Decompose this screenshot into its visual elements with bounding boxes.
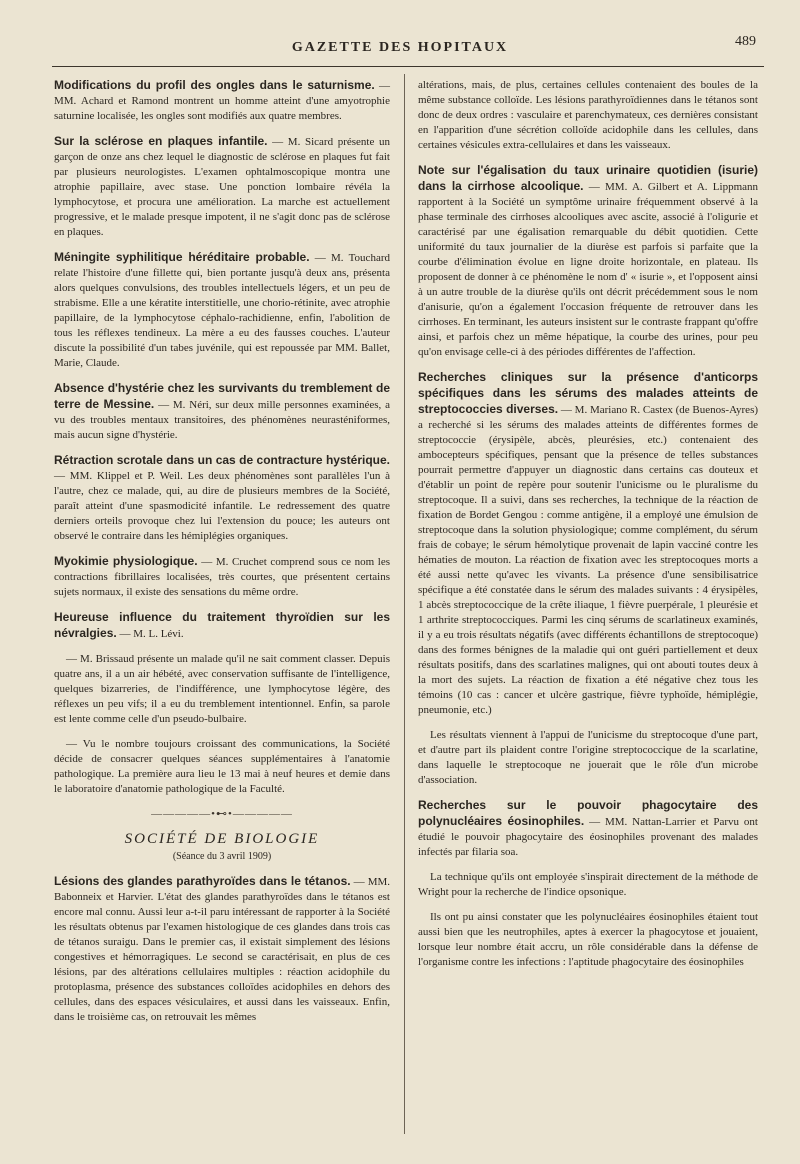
article-body: — M. Néri, sur deux mille personnes examinées, a vu des troubles mentaux transitoires, des phénomènes neurasténiformes, mais aucun signe d'hystérie. — [54, 399, 391, 441]
article — [418, 798, 758, 860]
article — [54, 78, 390, 124]
article-body: — MM. Nattan-Larrier et Parvu ont étudié le pouvoir phagocytaire des éosinophiles provenant des malades infectés par filaria soa. — [418, 816, 758, 858]
article-body: — M. Mariano R. Castex (de Buenos-Ayres) a recherché si les sérums des malades atteints de différentes formes de streptococcie (érysipèle, abcès, pleurésies, etc.) contenaient des ambocepteurs spécifiques, pensant que la présence de telles substances pourrait permettre d'appuyer un diagnostic dans certains cas douteux et d'établir un point de repère pour soutenir l'unicisme ou le pluralisme du streptocoque. Il a suivi, dans ses recherches, la technique de la réaction de fixation de Bordet Gengou : comme antigène, il a employé une émulsion de streptocoque dans la solution physiologique; comme complément, du sérum frais de cobaye; le sérum hémolytique provenait de lapin vacciné contre les hématies de mouton. La réaction de fixation avec les streptocoques morts a été aussi nette qu'avec les vivants. La présence d'une sensibilisatrice spécifique a été constatée dans le sérum des malades suivants : 4 érysipèles, 1 abcès streptococcique de la crête iliaque, 1 fièvre puerpérale, 1 pleurésie et 1 arthrite streptococciques. Parmi les cinq sérums de scarlatineux examinés, il y a eu trois résultats négatifs (avec différents échantillons de streptocoque) dans des formes bénignes de la maladie qui ont guéri partiellement et deux résultats positifs, dans des scarlatines malignes, qui ont abouti toutes deux à la mort des sujets. La réaction de fixation a été négative chez tous les témoins (10 cas : cancer et ulcère gastrique, fièvre typhoïde, hémiplégie, pneumonie, etc.) — [418, 404, 759, 716]
paragraph: Les résultats viennent à l'appui de l'unicisme du streptocoque d'une part, et d'autre part ils plaident contre l'origine streptococcique de la scarlatine, dans laquelle le streptocoque ne jouerait que le rôle d'un microbe d'association. — [418, 729, 758, 786]
column-divider — [404, 74, 405, 1134]
page-number: 489 — [735, 34, 756, 49]
article-title: Méningite syphilitique héréditaire probable. — [54, 250, 310, 264]
article-title: Myokimie physiologique. — [54, 554, 198, 568]
paragraph: Ils ont pu ainsi constater que les polynucléaires éosinophiles étaient tout aussi bien que les neutrophiles, aptes à exercer la phagocytose et jouaient, lorsque leur nombre était accru, un rôle considérable dans la défense de l'organisme contre les infections : l'aptitude phagocytaire des éosinophiles — [418, 911, 758, 968]
article-body: — M. L. Lévi. — [119, 628, 184, 640]
continued-paragraph: altérations, mais, de plus, certaines cellules contenaient des boules de la même substance colloïde. Les lésions parathyroïdiennes dans le tétanos sont donc de deux ordres : vasculaire et parenchymateux, ces dernières consistant en l'apparition d'une sécrétion colloïde acidophile dans les cellules, dans certaines vésicules extra-cellulaires et dans les vaisseaux. — [418, 79, 758, 151]
article — [54, 610, 390, 642]
right-column — [418, 78, 758, 980]
article-title: Absence d'hystérie chez les survivants du tremblement de terre de Messine. — [54, 381, 390, 411]
paragraph: — M. Brissaud présente un malade qu'il ne sait comment classer. Depuis quatre ans, il a un air hébété, avec conservation suffisante de l'intelligence, quelques bizarreries, de l'indifférence, une lymphocytose légère, des réflexes un peu vifs; il a eu du tremblement intentionnel. Enfin, sa parole est lente comme celle d'un pseudo-bulbaire. — [54, 653, 390, 725]
article — [418, 370, 758, 718]
article-body: — MM. Achard et Ramond montrent un homme atteint d'une amyotrophie saturnine localisée, les ongles sont modifiés aux quatre membres. — [54, 80, 390, 122]
paragraph: — Vu le nombre toujours croissant des communications, la Société décide de consacrer quelques séances supplémentaires à l'anatomie pathologique. La première aura lieu le 13 mai à neuf heures et demie dans le laboratoire d'anatomie pathologique de la Faculté. — [54, 738, 390, 795]
article — [54, 381, 390, 443]
article-title: Heureuse influence du traitement thyroïdien sur les névralgies. — [54, 610, 390, 640]
article-title: Note sur l'égalisation du taux urinaire quotidien (isurie) dans la cirrhose alcoolique. — [418, 163, 758, 193]
article-title: Rétraction scrotale dans un cas de contracture hystérique. — [54, 453, 390, 467]
article — [54, 874, 390, 1025]
article-title: Modifications du profil des ongles dans le saturnisme. — [54, 78, 375, 92]
article — [54, 554, 390, 600]
paragraph: La technique qu'ils ont employée s'inspirait directement de la méthode de Wright pour la recherche de l'indice opsonique. — [418, 871, 758, 898]
article-body: — M. Cruchet comprend sous ce nom les contractions fibrillaires localisées, très courtes, que présentent certains sujets normaux, il existe des sensations du même ordre. — [54, 556, 390, 598]
article-body: — M. Touchard relate l'histoire d'une fillette qui, bien portante jusqu'à deux ans, présenta alors quelques convulsions, des troubles intellectuels légers, et un peu de strabisme. Elle a une kératite interstitielle, une chorio-rétinite, avec atrophie papillaire, de la lymphocytose céphalo-rachidienne, enfin, l'abolition de tous les réflexes tendineux. La mère a eu des fausses couches. L'auteur discute la possibilité d'un tabes juvénile, qui est repoussée par MM. Ballet, Marie, Claude. — [54, 252, 390, 369]
section-subtitle: (Séance du 3 avril 1909) — [172, 851, 272, 862]
article — [54, 250, 390, 371]
article-body: — MM. Babonneix et Harvier. L'état des glandes parathyroïdes dans le tétanos est encore mal connu. Aussi leur a-t-il paru intéressant de rapporter à la Société les résultats obtenus par l'examen histologique de ces glandes dans trois cas de tétanos suraigu. Dans le premier cas, il existait simplement des lésions congestives et hémorragiques. Le second se caractérisait, en plus de ces lésions, par des altérations cellulaires multiples : réaction acidophile du protoplasma, présence des substances colloïdes acidophiles en dehors des cellules, dans des espaces vésiculaires, et aussi dans les vaisseaux. Enfin, dans le troisième cas, on retrouvait les mêmes — [54, 876, 391, 1023]
article-body: — MM. Klippel et P. Weil. Les deux phénomènes sont parallèles l'un à l'autre, chez ce malade, qui, au dire de plusieurs membres de la Société, paraît atteint d'une spasmodicité infantile. Le redressement des quatre derniers orteils provoque chez lui l'extension du pouce; les auteurs ont observé le contraire dans les hémiplégies organiques. — [54, 470, 390, 542]
article-body: — MM. A. Gilbert et A. Lippmann rapportent à la Société un symptôme urinaire fréquemment observé à la phase terminale des cirrhoses alcooliques avec ascite, associé à l'oligurie et caractérisé par une égalisation remarquable du débit quotidien. Cette uniformité du taux journalier de la diurèse est parfois si parfaite que la courbe d'élimination évolue en ligne droite horizontale, en plateau. Ils proposent de donner à ce phénomène le nom d' « isurie », et l'opposent ainsi à un autre trouble de la diurèse qu'ils ont décrit précédemment sous le nom d'anisurie, qu'on a également l'occasion fréquente de retrouver dans les cirrhoses. En terminant, les auteurs insistent sur le contraste frappant qu'offre ainsi, et parfois chez un même hépatique, la courbe des urines, pour peu qu'on envisage celle-ci à des périodes différentes de l'affection. — [418, 181, 759, 358]
article-title: Recherches cliniques sur la présence d'anticorps spécifiques dans les sérums des malades atteints de streptococcies diverses. — [418, 370, 758, 416]
article-title: Lésions des glandes parathyroïdes dans le tétanos. — [54, 874, 351, 888]
header-rule — [52, 66, 764, 67]
article — [418, 163, 758, 360]
section-title: SOCIÉTÉ DE BIOLOGIE — [124, 831, 320, 847]
running-head: GAZETTE DES HOPITAUX — [291, 40, 509, 55]
article-title: Sur la sclérose en plaques infantile. — [54, 134, 268, 148]
ornamental-divider: —————•⊷•————— — [151, 808, 293, 820]
article — [54, 453, 390, 544]
left-column — [54, 78, 390, 1035]
article — [54, 134, 390, 240]
article-title: Recherches sur le pouvoir phagocytaire des polynucléaires éosinophiles. — [418, 798, 758, 828]
article-body: — M. Sicard présente un garçon de onze ans chez lequel le diagnostic de sclérose en plaques fut fait par plusieurs neurologistes. L'examen ophtalmoscopique montra une atrophie papillaire, avec stase. Une ponction lombaire révéla la lymphocytose, et procura une amélioration. La marche est actuellement progressive, et le malade presque impotent, il ne s'agit donc pas de sclérose en plaques. — [54, 136, 390, 238]
